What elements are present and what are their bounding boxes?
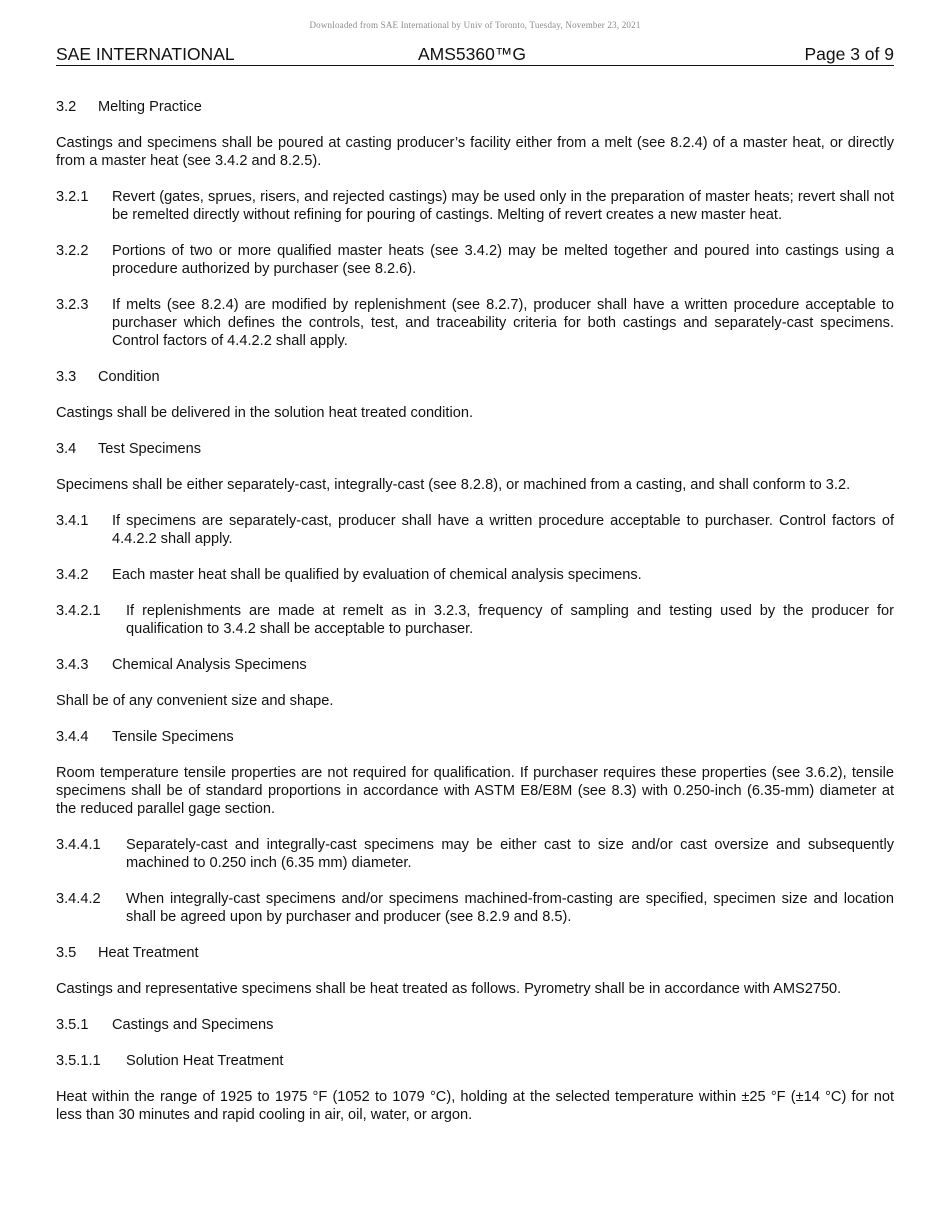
section-title: Solution Heat Treatment [126, 1053, 284, 1069]
section-title: Melting Practice [98, 99, 202, 115]
section-heading-3-4 [56, 440, 894, 458]
clause-3-2-3 [56, 296, 894, 350]
clause-3-2-2 [56, 242, 894, 278]
section-number: 3.4.3 [56, 657, 89, 673]
section-paragraph-3-2: Castings and specimens shall be poured at casting producer’s facility either from a melt (see 8.2.4) of a master heat, or directly from a master heat (see 3.4.2 and 8.2.5). [56, 135, 894, 169]
document-body [56, 98, 894, 1142]
clause-text: If specimens are separately-cast, producer shall have a written procedure acceptable to purchaser. Control factors of 4.4.2.2 shall apply. [112, 513, 894, 547]
clause-number: 3.2.1 [56, 189, 89, 205]
section-paragraph-3-4-4: Room temperature tensile properties are not required for qualification. If purchaser requires these properties (see 3.6.2), tensile specimens shall be of standard proportions in accordance with ASTM E8/E8M (see 8.3) with 0.250-inch (6.35-mm) diameter at the reduced parallel gage section. [56, 765, 894, 817]
section-paragraph-3-4-3: Shall be of any convenient size and shape. [56, 693, 334, 709]
section-title: Castings and Specimens [112, 1017, 274, 1033]
section-paragraph-3-5-1-1: Heat within the range of 1925 to 1975 °F (1052 to 1079 °C), holding at the selected temperature within ±25 °F (±14 °C) for not less than 30 minutes and rapid cooling in air, oil, water, or argon. [56, 1089, 894, 1123]
clause-text: If melts (see 8.2.4) are modified by replenishment (see 8.2.7), producer shall have a written procedure acceptable to purchaser which defines the controls, test, and traceability criteria for both castings and separately-cast specimens. Control factors of 4.4.2.2 shall apply. [112, 297, 894, 349]
clause-text: When integrally-cast specimens and/or specimens machined-from-casting are specified, specimen size and location shall be agreed upon by purchaser and producer (see 8.2.9 and 8.5). [126, 891, 894, 925]
clause-text: Portions of two or more qualified master heats (see 3.4.2) may be melted together and poured into castings using a procedure authorized by purchaser (see 8.2.6). [112, 243, 894, 277]
header-document-id: AMS5360™G [418, 44, 526, 64]
clause-3-4-1 [56, 512, 894, 548]
section-heading-3-4-4 [56, 728, 894, 746]
section-heading-3-5-1 [56, 1016, 894, 1034]
section-paragraph-3-3: Castings shall be delivered in the solution heat treated condition. [56, 405, 473, 421]
clause-text: Revert (gates, sprues, risers, and rejected castings) may be used only in the preparation of master heats; revert shall not be remelted directly without refining for pouring of castings. Melting of revert creates a new master heat. [112, 189, 894, 223]
section-title: Tensile Specimens [112, 729, 234, 745]
section-title: Condition [98, 369, 160, 385]
header-organization: SAE INTERNATIONAL [56, 44, 235, 64]
clause-3-2-1 [56, 188, 894, 224]
clause-number: 3.4.4.2 [56, 891, 101, 907]
clause-text: If replenishments are made at remelt as in 3.2.3, frequency of sampling and testing used by the producer for qualification to 3.4.2 shall be acceptable to purchaser. [126, 603, 894, 637]
clause-3-4-2-1 [56, 602, 894, 638]
header-page-number: Page 3 of 9 [804, 44, 894, 64]
section-number: 3.5.1 [56, 1017, 89, 1033]
section-heading-3-5 [56, 944, 894, 962]
section-heading-3-4-3 [56, 656, 894, 674]
clause-number: 3.2.2 [56, 243, 89, 259]
clause-3-4-4-2 [56, 890, 894, 926]
page-header [56, 44, 894, 66]
clause-number: 3.4.1 [56, 513, 89, 529]
section-number: 3.4 [56, 441, 77, 457]
clause-number: 3.2.3 [56, 297, 89, 313]
clause-3-4-4-1 [56, 836, 894, 872]
section-title: Heat Treatment [98, 945, 199, 961]
section-number: 3.4.4 [56, 729, 89, 745]
section-paragraph-3-5: Castings and representative specimens shall be heat treated as follows. Pyrometry shall be in accordance with AMS2750. [56, 981, 842, 997]
section-title: Chemical Analysis Specimens [112, 657, 307, 673]
section-number: 3.5 [56, 945, 77, 961]
section-heading-3-5-1-1 [56, 1052, 894, 1070]
section-paragraph-3-4: Specimens shall be either separately-cast, integrally-cast (see 8.2.8), or machined from a casting, and shall conform to 3.2. [56, 477, 851, 493]
section-title: Test Specimens [98, 441, 202, 457]
download-watermark: Downloaded from SAE International by Univ of Toronto, Tuesday, November 23, 2021 [309, 20, 641, 30]
section-number: 3.3 [56, 369, 77, 385]
section-heading-3-3 [56, 368, 894, 386]
section-number: 3.2 [56, 99, 77, 115]
section-heading-3-2 [56, 98, 894, 116]
clause-text: Each master heat shall be qualified by evaluation of chemical analysis specimens. [112, 567, 642, 583]
clause-number: 3.4.2 [56, 567, 89, 583]
clause-number: 3.4.4.1 [56, 837, 101, 853]
clause-number: 3.4.2.1 [56, 603, 101, 619]
clause-text: Separately-cast and integrally-cast specimens may be either cast to size and/or cast oversize and subsequently machined to 0.250 inch (6.35 mm) diameter. [126, 837, 894, 871]
clause-3-4-2 [56, 566, 894, 584]
section-number: 3.5.1.1 [56, 1053, 101, 1069]
